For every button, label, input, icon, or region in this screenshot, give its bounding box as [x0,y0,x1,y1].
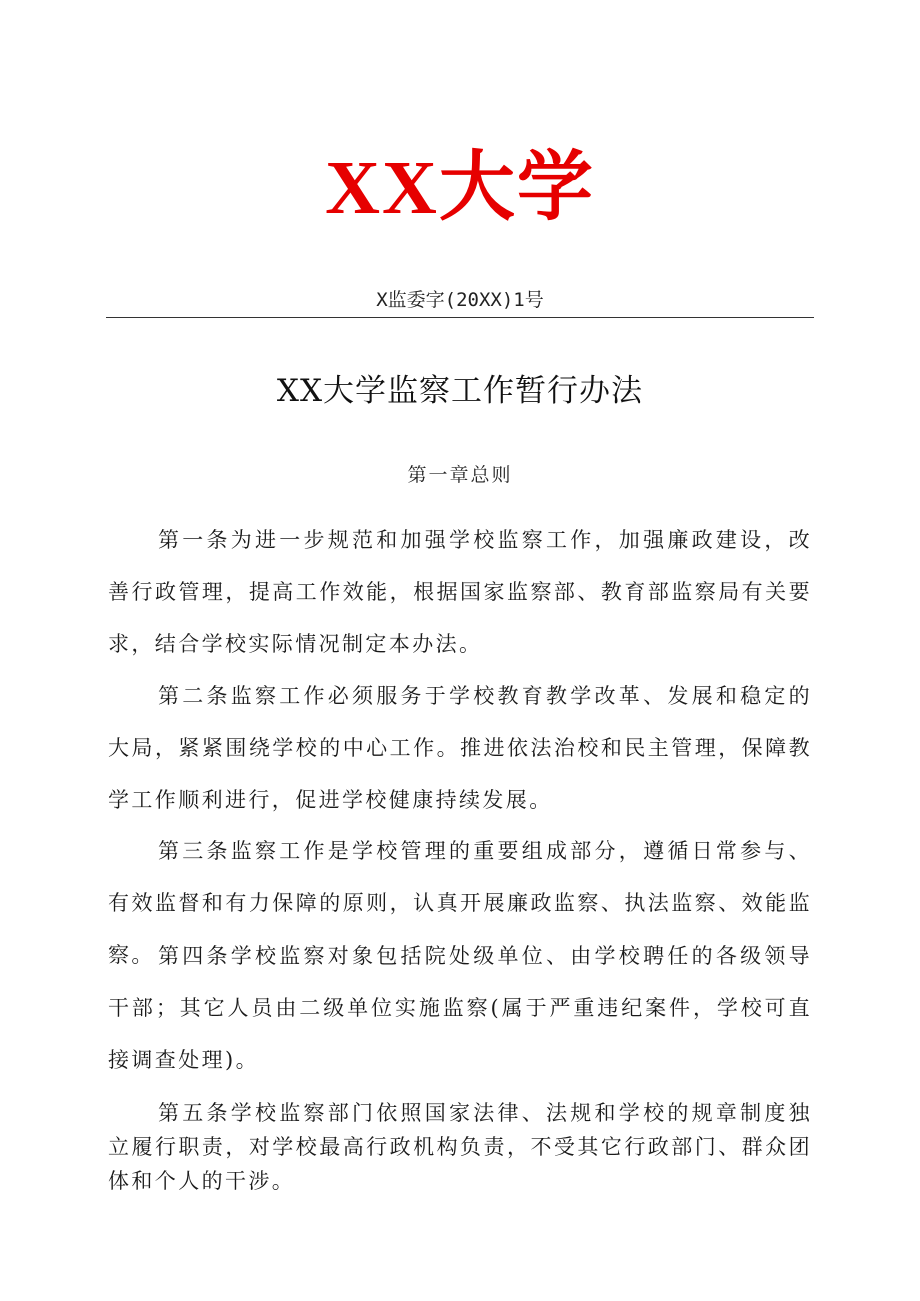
document-title: XX大学监察工作暂行办法 [276,373,644,409]
document-number: X监委字(20XX)1号 [376,289,544,311]
article-1: 第一条为进一步规范和加强学校监察工作，加强廉政建设，改善行政管理，提高工作效能，根据国家监察部、教育部监察局有关要求，结合学校实际情况制定本办法。 [108,528,812,656]
article-3: 第三条监察工作是学校管理的重要组成部分，遵循日常参与、有效监督和有力保障的原则，认真开展廉政监察、执法监察、效能监察。 [108,839,812,967]
header-divider [106,317,814,318]
article-5: 第五条学校监察部门依照国家法律、法规和学校的规章制度独立履行职责，对学校最高行政机构负责，不受其它行政部门、群众团体和个人的干涉。 [108,1101,812,1193]
article-2: 第二条监察工作必须服务于学校教育教学改革、发展和稳定的大局，紧紧围绕学校的中心工作。推进依法治校和民主管理，保障教学工作顺利进行，促进学校健康持续发展。 [108,684,812,812]
article-4: 第四条学校监察对象包括院处级单位、由学校聘任的各级领导干部；其它人员由二级单位实施监察(属于严重违纪案件，学校可直接调查处理)。 [108,944,812,1072]
university-header-title: XX大学 [325,146,595,230]
chapter-heading: 第一章总则 [407,464,513,486]
